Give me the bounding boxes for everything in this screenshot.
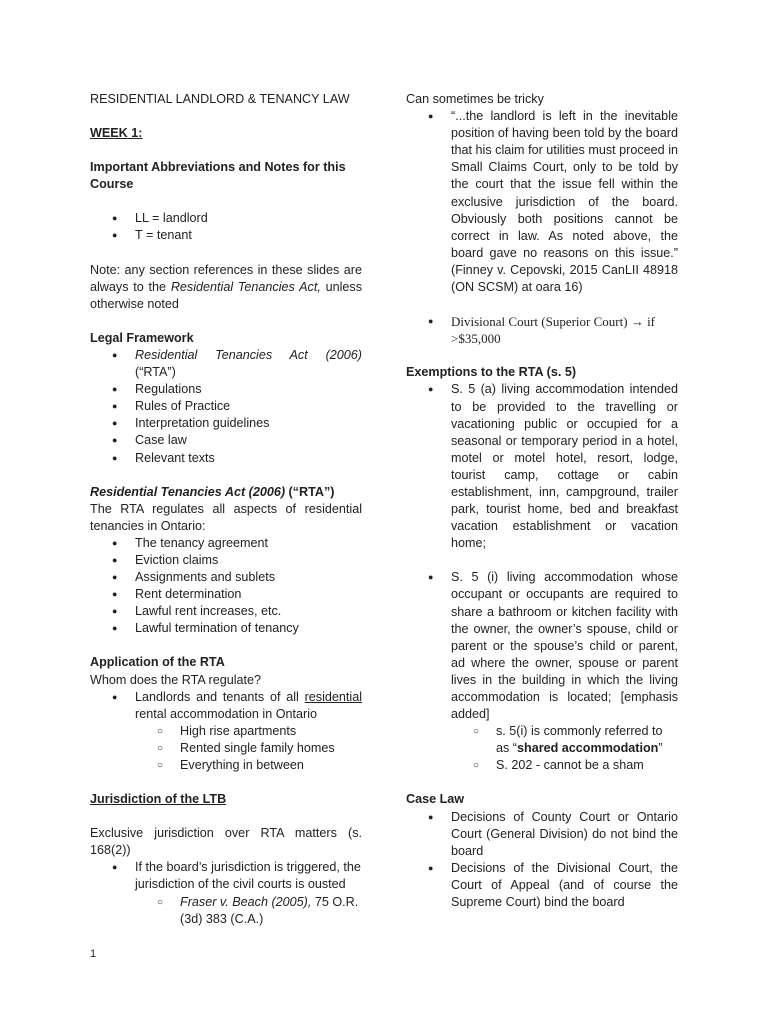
week-heading: WEEK 1:: [90, 126, 143, 141]
exemptions-list-a: [406, 381, 678, 552]
list-item: ● If the board’s jurisdiction is triggered, the jurisdiction of the civil courts is ousted: [90, 859, 362, 893]
exemptions-heading: Exemptions to the RTA (s. 5): [406, 365, 577, 380]
quote-list: [406, 108, 678, 296]
document-title: RESIDENTIAL LANDLORD & TENANCY LAW: [90, 92, 350, 106]
list-item: ● Case law: [90, 432, 362, 449]
legal-framework-list: [90, 347, 362, 467]
list-item: ● Lawful rent increases, etc.: [90, 603, 362, 620]
left-column: [90, 91, 362, 928]
list-item: ● “...the landlord is left in the inevitable position of having been told by the board that his claim for utilities must proceed in Small Claims Court, only to be told by the court that the issue fell within the exclusive jurisdiction of the board. Obviously both positions cannot be correct in law. As noted above, the board gave no reasons on this issue.” (Finney v. Cepovski, 2015 CanLII 48918 (ON SCSM) at oara 16): [406, 108, 678, 296]
list-item: ● Residential Tenancies Act (2006) (“RTA”): [90, 347, 362, 381]
list-item: ○ s. 5(i) is commonly referred to as “shared accommodation”: [406, 723, 678, 757]
abbreviations-list: [90, 210, 362, 244]
list-item: ○ Everything in between: [90, 757, 362, 774]
tricky-text: Can sometimes be tricky: [406, 92, 544, 106]
list-item: ● Rent determination: [90, 586, 362, 603]
list-item: ● Regulations: [90, 381, 362, 398]
exemptions-sublist: [406, 723, 678, 774]
list-item: ● Decisions of the Divisional Court, the Court of Appeal (and of course the Supreme Court) bind the board: [406, 860, 678, 911]
rta-heading: Residential Tenancies Act (2006) (“RTA”): [90, 484, 335, 499]
jurisdiction-sublist: [90, 894, 362, 928]
list-item: ● Interpretation guidelines: [90, 415, 362, 432]
list-item: ○ Rented single family homes: [90, 740, 362, 757]
list-item: ● Divisional Court (Superior Court) → if >$35,000: [406, 313, 678, 347]
exemptions-list-i: [406, 569, 678, 723]
application-sublist: [90, 723, 362, 774]
application-heading: Application of the RTA: [90, 655, 225, 670]
list-item: ● The tenancy agreement: [90, 535, 362, 552]
list-item: ● Lawful termination of tenancy: [90, 620, 362, 637]
abbreviations-heading: Important Abbreviations and Notes for this Course: [90, 160, 346, 192]
list-item: ● Decisions of County Court or Ontario Court (General Division) do not bind the board: [406, 809, 678, 860]
list-item: ● T = tenant: [90, 227, 362, 244]
application-list: [90, 689, 362, 723]
jurisdiction-heading: Jurisdiction of the LTB: [90, 792, 227, 807]
note-paragraph: Note: any section references in these slides are always to the Residential Tenancies Act, unless otherwise noted: [90, 262, 362, 311]
rta-list: [90, 535, 362, 638]
rta-intro: The RTA regulates all aspects of residential tenancies in Ontario:: [90, 501, 362, 533]
list-item: ● S. 5 (a) living accommodation intended to be provided to the travelling or vacationing public or occupied for a seasonal or temporary period in a hotel, motel or motel hotel, resort, lodge, tourist camp, cottage or cabin establishment, inn, campground, trailer park, tourist home, bed and breakfast vacation establishment or vacation home;: [406, 381, 678, 552]
jurisdiction-text: Exclusive jurisdiction over RTA matters (s. 168(2)): [90, 826, 362, 858]
page-number: 1: [90, 948, 97, 960]
list-item: ● Relevant texts: [90, 450, 362, 467]
list-item: ○ Fraser v. Beach (2005), 75 O.R. (3d) 383 (C.A.): [90, 894, 362, 928]
divisional-list: [406, 313, 678, 347]
list-item: ○ High rise apartments: [90, 723, 362, 740]
list-item: ● Eviction claims: [90, 552, 362, 569]
list-item: ● Assignments and sublets: [90, 569, 362, 586]
case-law-list: [406, 809, 678, 912]
legal-framework-heading: Legal Framework: [90, 330, 194, 345]
application-question: Whom does the RTA regulate?: [90, 672, 262, 687]
jurisdiction-list: [90, 859, 362, 893]
list-item: ● Rules of Practice: [90, 398, 362, 415]
list-item: ● LL = landlord: [90, 210, 362, 227]
list-item: ● Landlords and tenants of all residential rental accommodation in Ontario: [90, 689, 362, 723]
right-column: [406, 91, 678, 911]
list-item: ● S. 5 (i) living accommodation whose occupant or occupants are required to share a bathroom or kitchen facility with the owner, the owner’s spouse, child or parent or the spouse’s child or parent, ad where the owner, spouse or parent lives in the building in which the living accommodation is located; [emphasis added]: [406, 569, 678, 723]
case-law-heading: Case Law: [406, 792, 465, 807]
list-item: ○ S. 202 - cannot be a sham: [406, 757, 678, 774]
